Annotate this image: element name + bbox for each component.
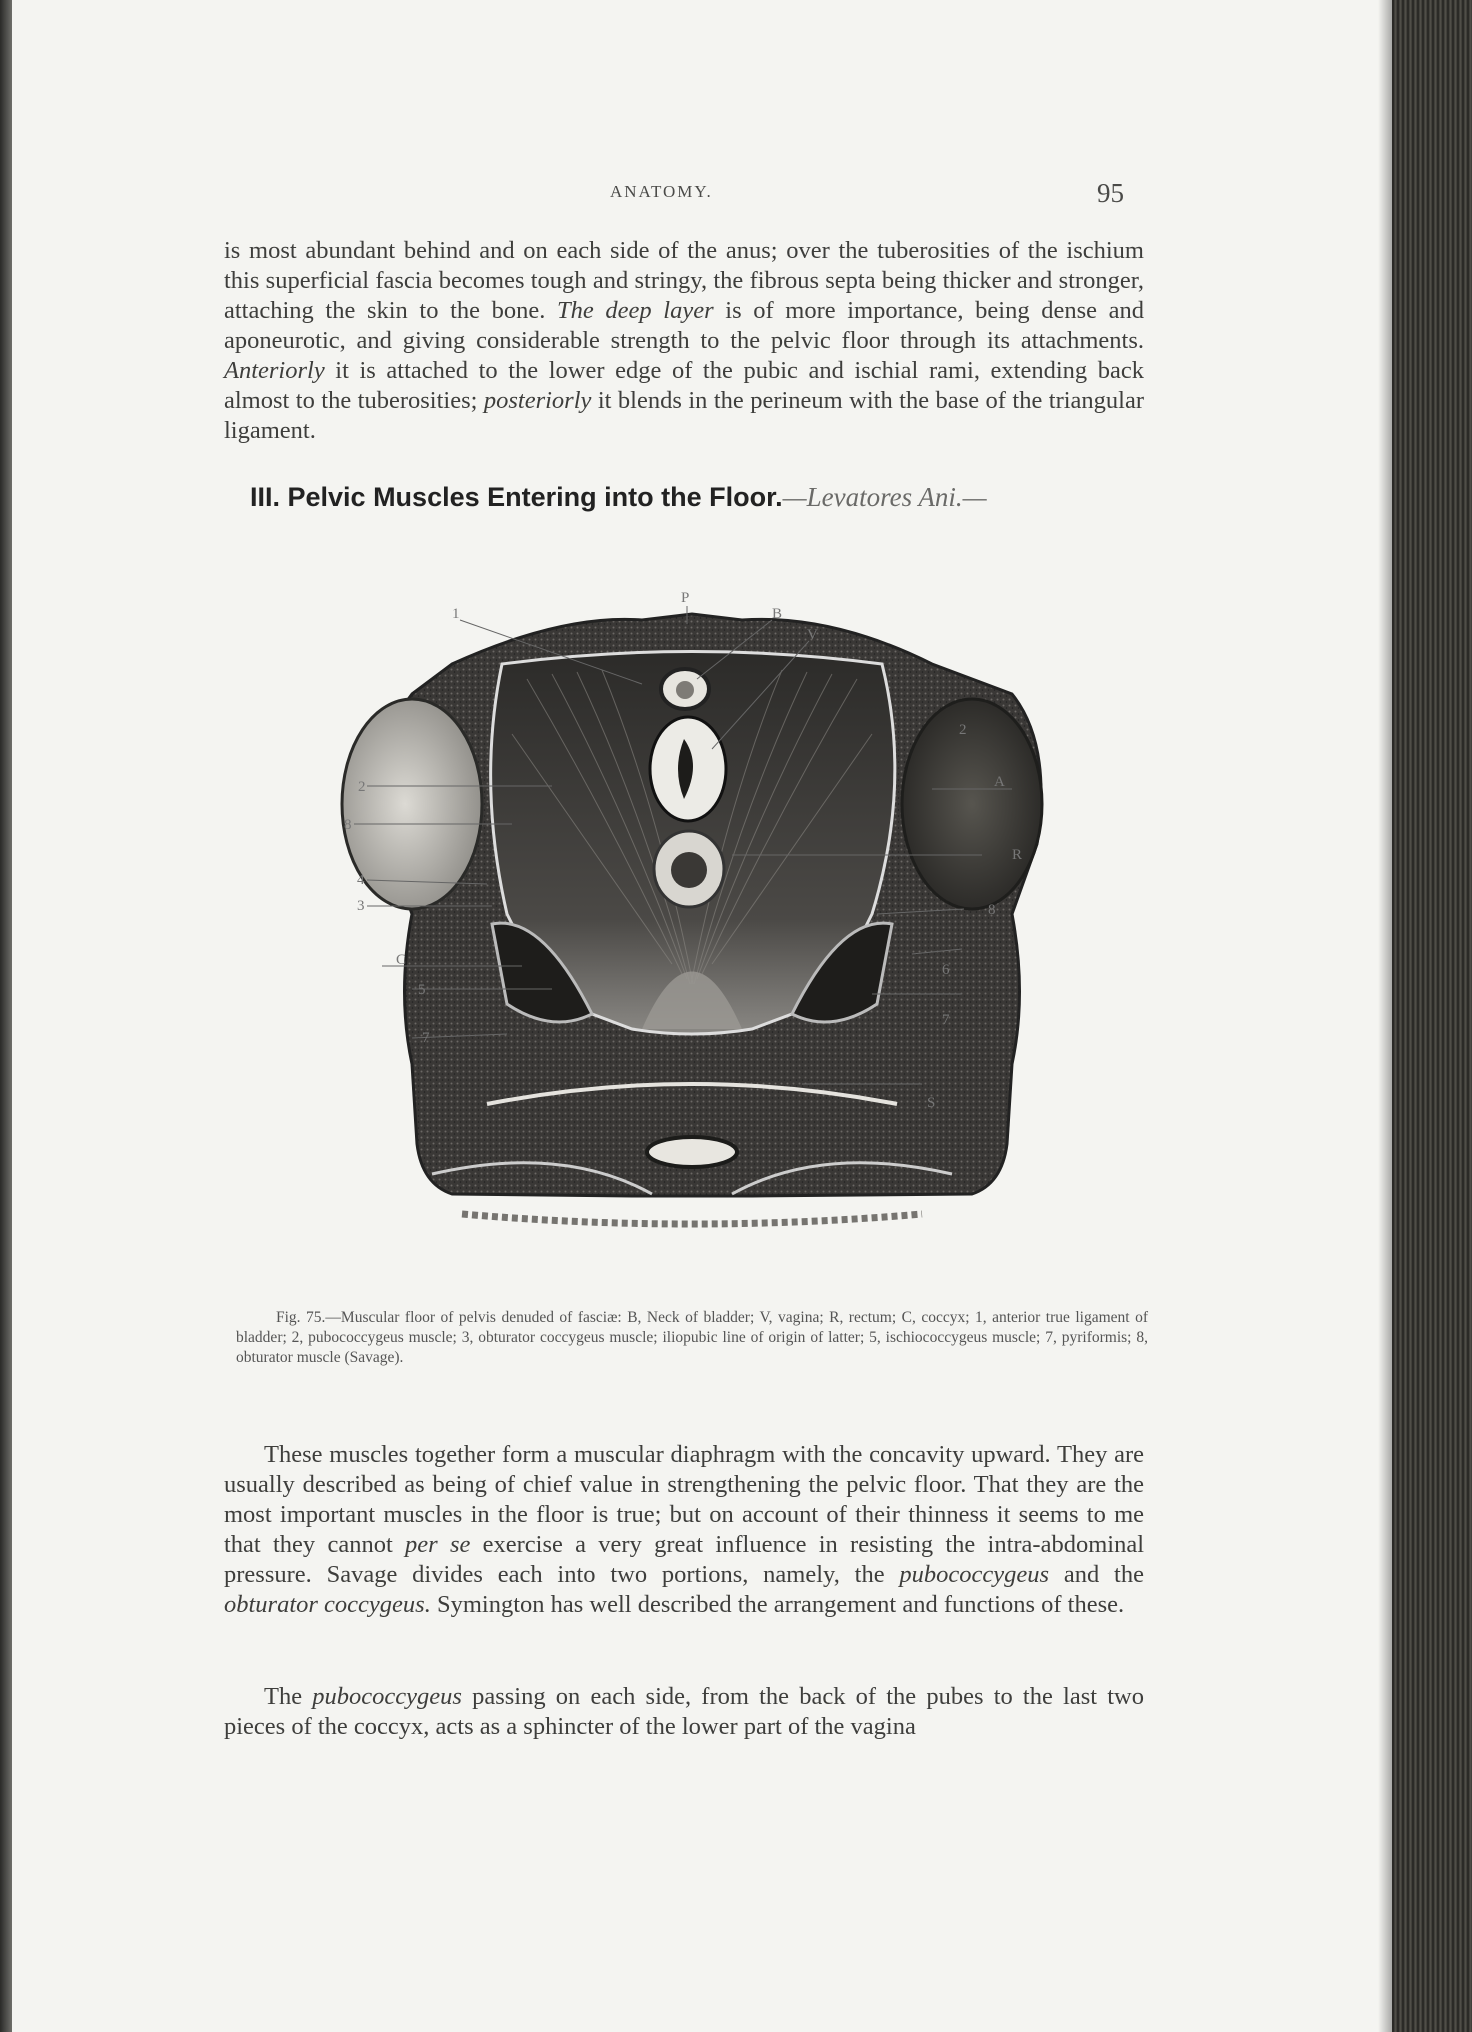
pelvic-floor-illustration bbox=[312, 584, 1072, 1280]
book-page bbox=[12, 0, 1392, 2032]
p1-text-2: is of more importance, being dense and aponeurotic, and giving considerable strength to the pelvic floor through its attachments. bbox=[224, 297, 1144, 354]
sacral-canal bbox=[647, 1137, 737, 1167]
page-left-edge bbox=[0, 0, 12, 2032]
p2-italic-obturator-coccygeus: obturator coccygeus. bbox=[224, 1591, 431, 1618]
section-heading bbox=[250, 482, 1144, 513]
figure-caption bbox=[236, 1308, 1148, 1368]
p3-italic-pubococcygeus: pubococcygeus bbox=[312, 1683, 462, 1710]
caption-text: Fig. 75.—Muscular floor of pelvis denuded of fasciæ: B, Neck of bladder; V, vagina; R, rectum; C, coccyx; 1, anterior true ligament of bladder; 2, pubococcygeus muscle; 3, obturator coccygeus muscle; iliopubic line of origin of latter; 5, ischiococcygeus muscle; 7, pyriformis; 8, obturator muscle (Savage). bbox=[236, 1309, 1148, 1366]
paragraph-1 bbox=[224, 236, 1144, 446]
p2-text-1: These muscles together form a muscular diaphragm with the concavity upward. They are usually described as being of chief value in strengthening the pelvic floor. That they are the most important muscles in the floor is true; but on account of their thinness it seems to me that they cannot bbox=[224, 1441, 1144, 1558]
p1-text-1: is most abundant behind and on each side of the anus; over the tuberosities of the ischium this superficial fascia becomes tough and stringy, the fibrous septa being thicker and stronger, attaching the skin to the bone. bbox=[224, 237, 1144, 324]
label-7-right: 7 bbox=[942, 1012, 950, 1028]
p2-text-2: exercise a very great influence in resisting the intra-abdominal pressure. Savage divides each into two portions, namely, the bbox=[224, 1531, 1145, 1588]
p1-text-4: it blends in the perineum with the base of the triangular ligament. bbox=[224, 387, 1145, 444]
label-3: 3 bbox=[357, 898, 365, 914]
label-B: B bbox=[772, 606, 783, 622]
p3-text-1: The bbox=[264, 1683, 313, 1710]
label-S: S bbox=[927, 1095, 936, 1111]
label-4: 4 bbox=[357, 872, 365, 888]
label-8-left: 8 bbox=[344, 817, 352, 833]
heading-bold: III. Pelvic Muscles Entering into the Floor. bbox=[250, 482, 783, 512]
label-2-left: 2 bbox=[358, 779, 366, 795]
running-title: ANATOMY. bbox=[610, 182, 713, 201]
p1-italic-anteriorly: Anteriorly bbox=[224, 357, 325, 384]
p2-text-4: Symington has well described the arrangement and functions of these. bbox=[430, 1591, 1125, 1618]
p2-italic-per-se: per se bbox=[405, 1531, 471, 1558]
p1-text-3: it is attached to the lower edge of the pubic and ischial rami, extending back almost to the tuberosities; bbox=[224, 357, 1144, 414]
label-1: 1 bbox=[452, 606, 460, 622]
book-page-edges bbox=[1392, 0, 1472, 2032]
p2-italic-pubococcygeus: pubococcygeus bbox=[899, 1561, 1050, 1588]
paragraph-2 bbox=[224, 1440, 1144, 1620]
heading-italic: —Levatores Ani.— bbox=[782, 482, 987, 512]
label-7-left: 7 bbox=[422, 1030, 430, 1046]
running-header bbox=[12, 178, 1392, 212]
label-R: R bbox=[1012, 847, 1023, 863]
label-2-right: 2 bbox=[959, 722, 967, 738]
label-5: 5 bbox=[418, 982, 426, 998]
label-V: V bbox=[807, 627, 818, 643]
p1-italic-deep-layer: The deep layer bbox=[557, 297, 714, 324]
label-6: 6 bbox=[942, 962, 950, 978]
p2-text-3: and the bbox=[1049, 1561, 1144, 1588]
page-number: 95 bbox=[1097, 178, 1124, 208]
p1-italic-posteriorly: posteriorly bbox=[483, 387, 592, 414]
p3-text-2: passing on each side, from the back of the pubes to the last two pieces of the coccyx, acts as a sphincter of the lower part of the vagina bbox=[224, 1683, 1145, 1740]
label-C: C bbox=[396, 952, 407, 968]
right-acetabulum bbox=[902, 699, 1042, 909]
label-A: A bbox=[994, 774, 1005, 790]
label-8-right: 8 bbox=[988, 902, 996, 918]
paragraph-3 bbox=[224, 1682, 1144, 1742]
label-P: P bbox=[681, 590, 690, 606]
skin-strip bbox=[462, 1214, 922, 1224]
